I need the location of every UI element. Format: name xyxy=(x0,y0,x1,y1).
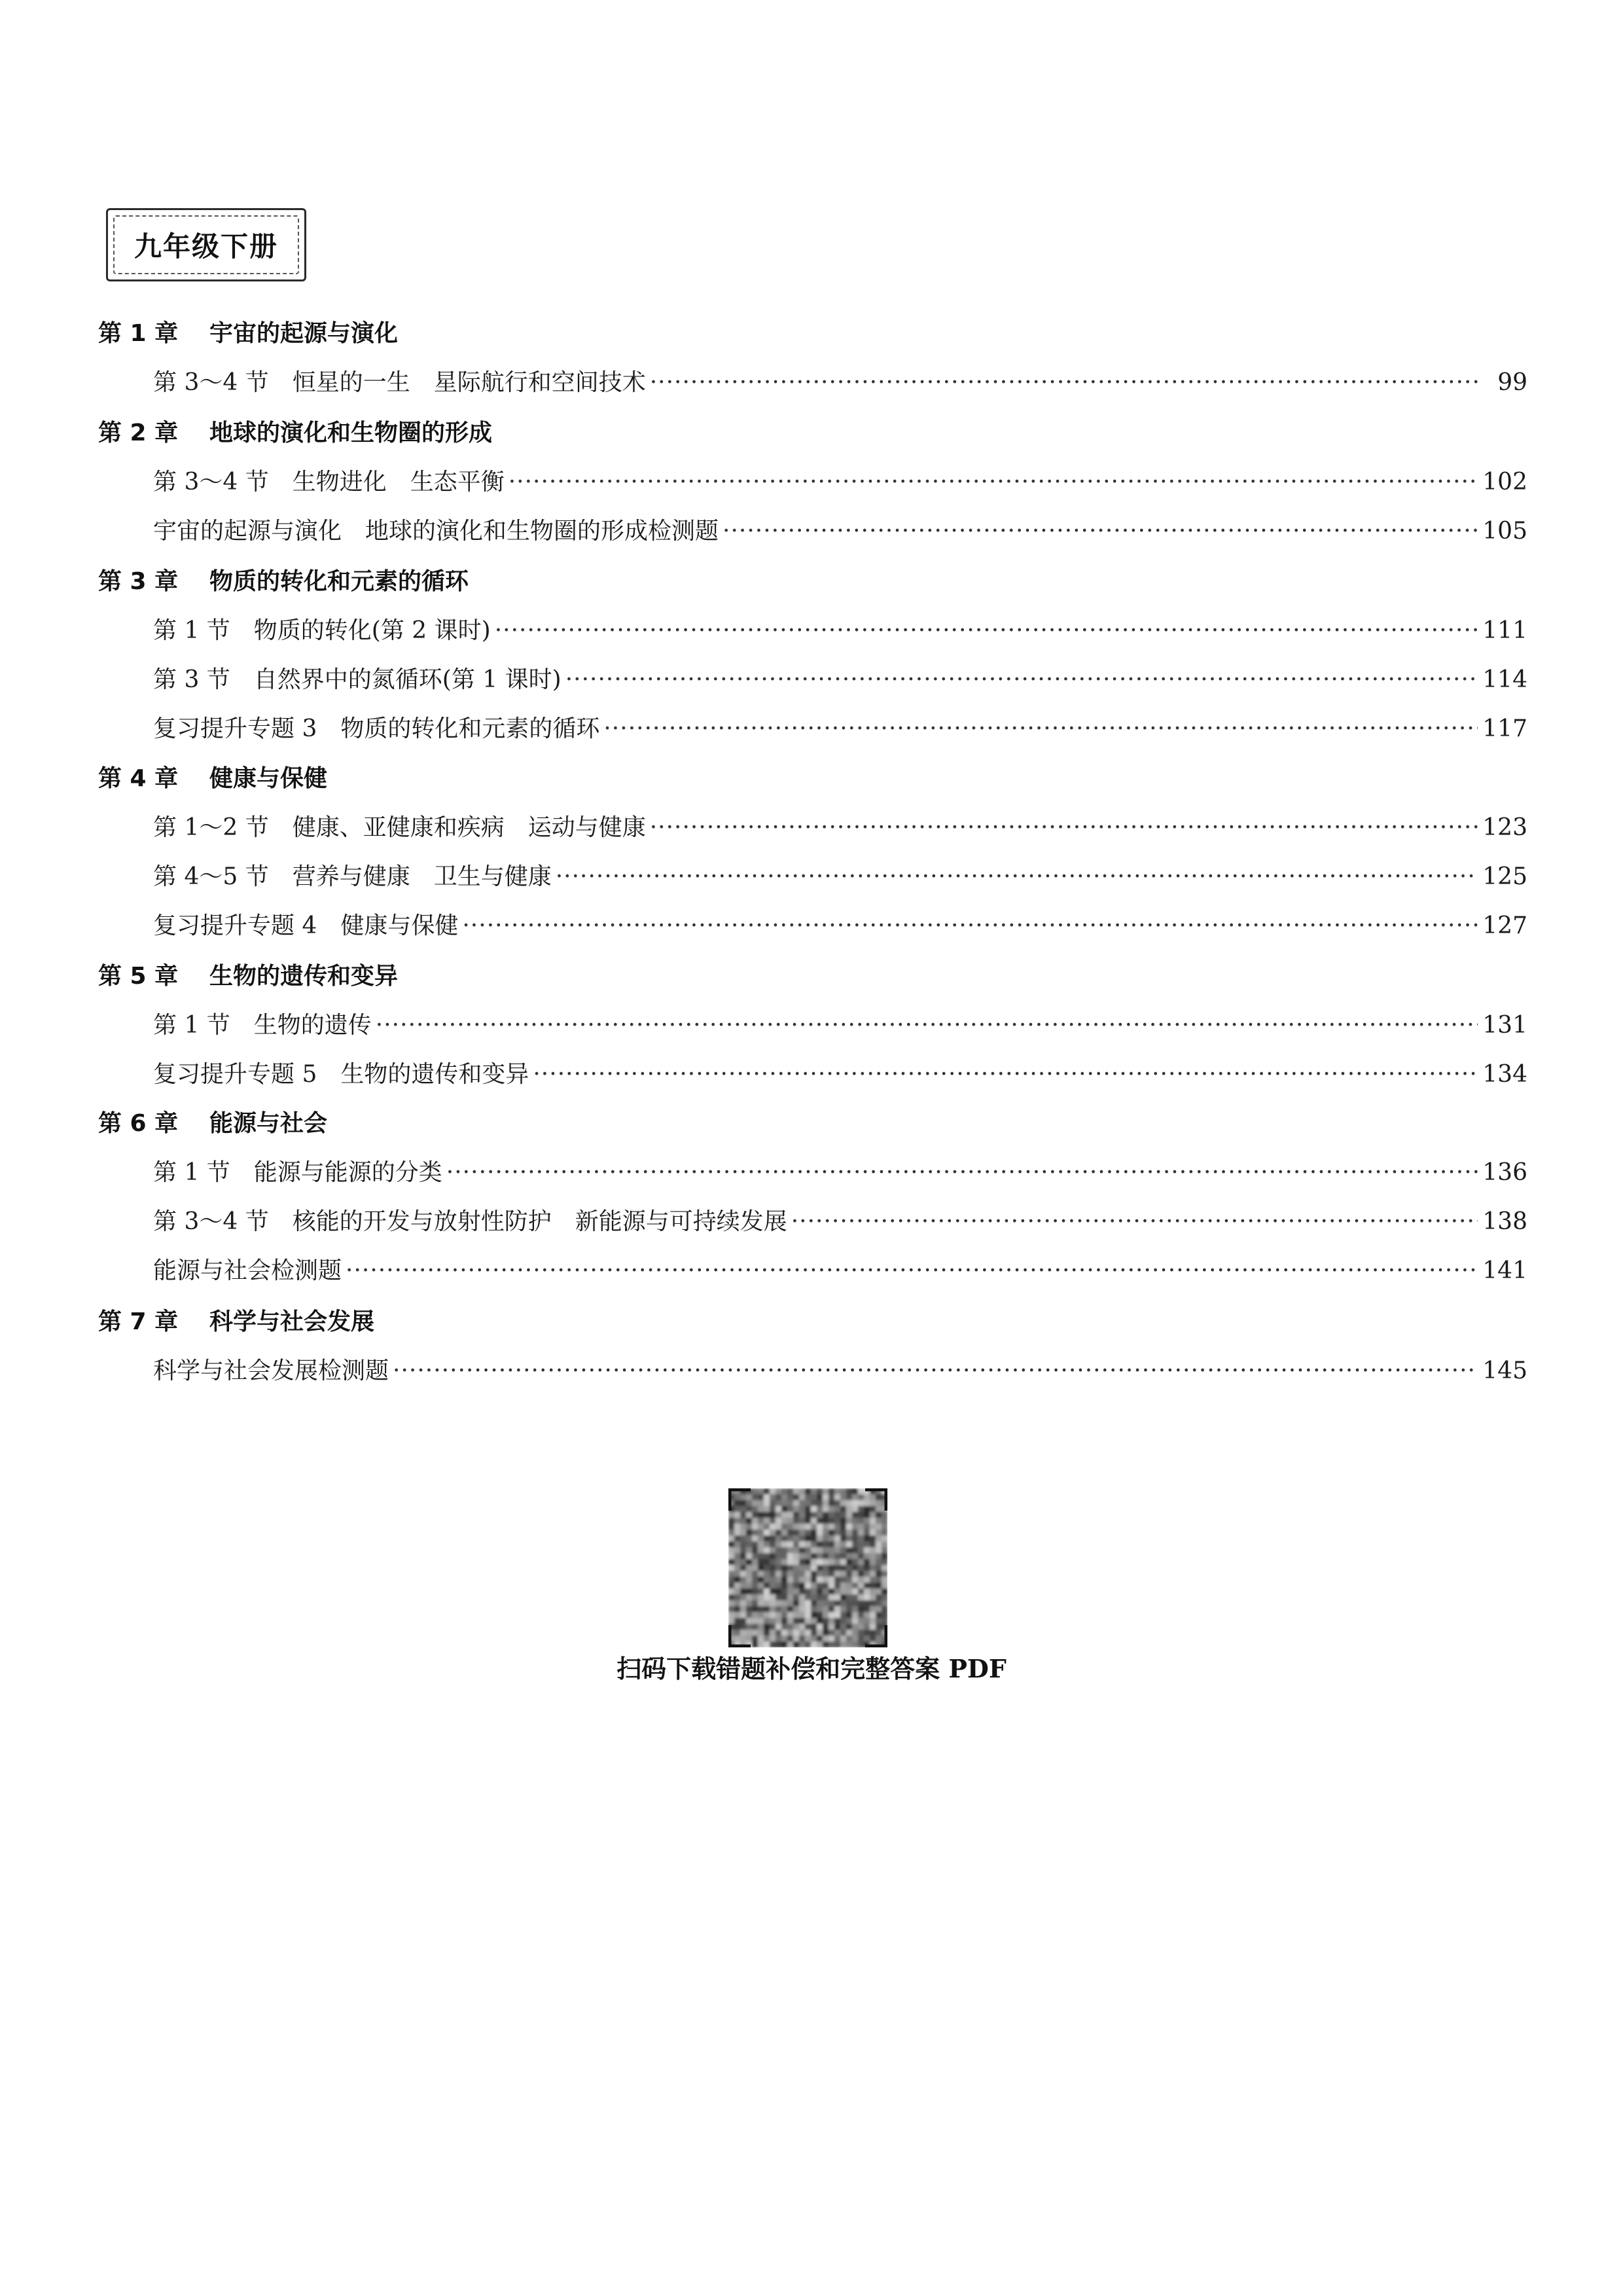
chapter-heading xyxy=(98,1306,374,1338)
toc-entry-title: 复习提升专题 3 物质的转化和元素的循环 xyxy=(153,715,600,742)
toc-entry-title: 第 3～4 节 生物进化 生态平衡 xyxy=(153,469,505,495)
volume-title: 九年级下册 xyxy=(134,230,278,262)
chapter-title: 能源与社会 xyxy=(209,1110,328,1137)
chapter-number: 第 7 章 xyxy=(98,1308,179,1335)
toc-entry-title: 第 1 节 能源与能源的分类 xyxy=(153,1159,442,1186)
dot-leader xyxy=(556,861,1478,893)
toc-entry[interactable] xyxy=(153,1009,1527,1042)
dot-leader xyxy=(495,615,1478,647)
qr-caption: 扫码下载错题补偿和完整答案 PDF xyxy=(616,1654,1007,1683)
toc-entry[interactable] xyxy=(153,466,1527,499)
toc-entry-page: 131 xyxy=(1482,1012,1527,1039)
toc-entry-title: 第 1～2 节 健康、亚健康和疾病 运动与健康 xyxy=(153,814,646,841)
toc-entry[interactable] xyxy=(153,861,1527,893)
toc-entry-page: 141 xyxy=(1482,1257,1527,1284)
dot-leader xyxy=(508,466,1478,499)
toc-entry-title: 能源与社会检测题 xyxy=(153,1257,342,1284)
toc-entry[interactable] xyxy=(153,812,1527,844)
toc-entry-page: 134 xyxy=(1482,1061,1527,1088)
chapter-heading xyxy=(98,317,398,350)
toc-entry-title: 第 3～4 节 恒星的一生 星际航行和空间技术 xyxy=(153,369,646,396)
dot-leader xyxy=(393,1355,1478,1388)
chapter-title: 科学与社会发展 xyxy=(209,1308,375,1335)
toc-entry-page: 111 xyxy=(1482,617,1527,644)
dot-leader xyxy=(462,910,1478,942)
toc-entry-title: 第 4～5 节 营养与健康 卫生与健康 xyxy=(153,863,552,890)
chapter-title: 地球的演化和生物圈的形成 xyxy=(209,420,493,446)
chapter-number: 第 4 章 xyxy=(98,765,179,792)
dot-leader xyxy=(603,713,1478,745)
dot-leader xyxy=(346,1255,1478,1287)
toc-entry[interactable] xyxy=(153,664,1527,696)
toc-entry-page: 114 xyxy=(1482,666,1527,693)
toc-entry-page: 117 xyxy=(1482,715,1527,742)
chapter-number: 第 5 章 xyxy=(98,963,179,990)
chapter-heading xyxy=(98,565,469,598)
toc-entry[interactable] xyxy=(153,713,1527,745)
dot-leader xyxy=(376,1009,1478,1042)
chapter-number: 第 3 章 xyxy=(98,568,179,595)
toc-entry[interactable] xyxy=(153,1206,1527,1238)
dot-leader xyxy=(722,515,1478,548)
chapter-title: 物质的转化和元素的循环 xyxy=(209,568,469,595)
toc-entry-page: 127 xyxy=(1482,912,1527,939)
toc-entry-title: 复习提升专题 4 健康与保健 xyxy=(153,912,459,939)
chapter-title: 宇宙的起源与演化 xyxy=(209,320,399,347)
toc-entry-title: 复习提升专题 5 生物的遗传和变异 xyxy=(153,1061,529,1088)
toc-entry-page: 145 xyxy=(1482,1357,1527,1384)
toc-entry-title: 第 1 节 物质的转化(第 2 课时) xyxy=(153,617,491,644)
toc-entry-title: 科学与社会发展检测题 xyxy=(153,1357,389,1384)
toc-entry-page: 125 xyxy=(1482,863,1527,890)
toc-entry-page: 123 xyxy=(1482,814,1527,841)
toc-entry[interactable] xyxy=(153,1355,1527,1388)
dot-leader xyxy=(650,812,1478,844)
dot-leader xyxy=(533,1058,1478,1091)
toc-entry[interactable] xyxy=(153,1255,1527,1287)
toc-entry-page: 102 xyxy=(1482,469,1527,495)
chapter-heading xyxy=(98,762,327,795)
chapter-heading xyxy=(98,1107,327,1140)
toc-entry[interactable] xyxy=(153,910,1527,942)
chapter-number: 第 6 章 xyxy=(98,1110,179,1137)
toc-entry-page: 136 xyxy=(1482,1159,1527,1186)
chapter-title: 健康与保健 xyxy=(209,765,328,792)
chapter-title: 生物的遗传和变异 xyxy=(209,963,399,990)
toc-entry[interactable] xyxy=(153,615,1527,647)
toc-entry-title: 宇宙的起源与演化 地球的演化和生物圈的形成检测题 xyxy=(153,518,719,545)
dot-leader xyxy=(446,1157,1478,1189)
toc-entry-title: 第 3～4 节 核能的开发与放射性防护 新能源与可持续发展 xyxy=(153,1208,787,1235)
toc-entry-page: 105 xyxy=(1482,518,1527,545)
chapter-number: 第 1 章 xyxy=(98,320,179,347)
toc-entry[interactable] xyxy=(153,515,1527,548)
chapter-number: 第 2 章 xyxy=(98,420,179,446)
toc-entry-title: 第 1 节 生物的遗传 xyxy=(153,1012,372,1039)
toc-entry-page: 138 xyxy=(1482,1208,1527,1235)
dot-leader xyxy=(565,664,1478,696)
toc-entry-page: 99 xyxy=(1497,369,1527,396)
dot-leader xyxy=(650,367,1478,399)
chapter-heading xyxy=(98,417,492,450)
toc-entry[interactable] xyxy=(153,1058,1527,1091)
dot-leader xyxy=(791,1206,1478,1238)
toc-entry[interactable] xyxy=(153,367,1527,399)
toc-entry[interactable] xyxy=(153,1157,1527,1189)
chapter-heading xyxy=(98,960,398,993)
qr-code-icon[interactable] xyxy=(728,1488,887,1647)
toc-entry-title: 第 3 节 自然界中的氮循环(第 1 课时) xyxy=(153,666,562,693)
